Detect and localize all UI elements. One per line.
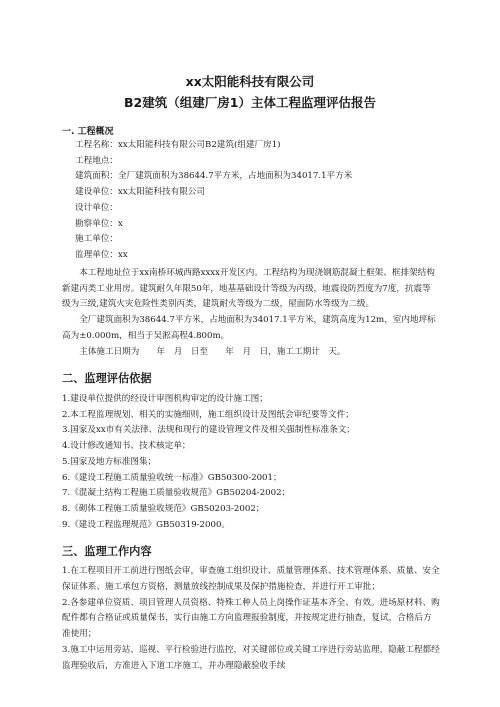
section-heading-overview: 一. 工程概况 <box>62 127 114 137</box>
section-heading-work: 三、监理工作内容 <box>62 545 152 558</box>
info-project-location: 工程地点： <box>75 155 118 166</box>
list-item: 4.设计修改通知书、技术核定单； <box>62 441 191 452</box>
section-heading-basis: 二、监理评估依据 <box>62 372 152 385</box>
info-building-area: 建筑面积：全厂建筑面积为38644.7平方米，占地面积为34017.1平方米 <box>75 171 353 182</box>
paragraph-schedule: 主体施工日期为 年 月 日至 年 月 日，施工工期计 天。 <box>79 346 346 357</box>
info-designer: 设计单位： <box>75 202 118 213</box>
list-item: 6.《建设工程施工质量验收统一标准》GB50300-2001； <box>62 472 282 483</box>
basis-list <box>62 392 442 533</box>
info-contractor: 施工单位： <box>75 234 118 245</box>
list-item: 9.《建设工程监理规范》GB50319-2000。 <box>62 519 231 530</box>
report-title: B2建筑（组建厂房1）主体工程监理评估报告 <box>124 95 376 110</box>
list-item: 2.本工程监理规划、相关的实施细则，施工组织设计及图纸会审纪要等文件； <box>62 409 354 420</box>
info-owner: 建设单位：xx太阳能科技有限公司 <box>75 187 206 198</box>
list-item: 3.施工中运用旁站、巡视、平行检验进行监控，对关键部位或关键工序进行旁站监理，隐蔽工程都经监理验收后，方准进入下道工序施工，并办理隐蔽验收手续 <box>62 644 440 671</box>
info-supervisor: 监理单位：xx <box>75 249 128 260</box>
list-item: 1.建设单位提供的经设计审图机构审定的设计施工图； <box>62 394 268 404</box>
info-surveyor: 勘察单位：x <box>75 218 123 229</box>
list-item: 1.在工程项目开工前进行图纸会审，审查施工组织设计、质量管理体系、技术管理体系、质量、安全保证体系、施工承包方资格，测量放线控制成果及保护措施检查，并进行开工审批； <box>62 566 440 592</box>
work-content-list <box>62 564 440 675</box>
list-item: 5.国家及地方标准图集； <box>62 456 157 467</box>
project-info-list <box>75 138 352 264</box>
list-item: 2.各参建单位资质、项目管理人员资格、特殊工种人员上岗操作证基本齐全、有效。进场原材料、购配件都有合格证或质量保书，实行由施工方向监理报验制度，并按规定进行抽查，复试，合格后方准使用； <box>62 597 440 640</box>
overview-paragraphs <box>62 266 438 360</box>
list-item: 8.《砌体工程施工质量验收规范》GB50203-2002； <box>62 503 265 514</box>
list-item: 3.国家及xx市有关法律、法规和现行的建设管理文件及相关强制性标准条文； <box>62 425 355 436</box>
paragraph-area-height: 全厂建筑面积为38644.7平方米，占地面积为34017.1平方米，建筑高度为12m，室内地坪标高为±0.000m，相当于吴淞高程4.800m。 <box>62 315 436 341</box>
list-item: 7.《混凝土结构工程施工质量验收规范》GB50204-2002； <box>62 488 291 499</box>
info-project-name: 工程名称：xx太阳能科技有限公司B2建筑(组建厂房1) <box>75 140 281 150</box>
paragraph-location-structure: 本工程地址位于xx南桥环城西路xxxx开发区内。工程结构为现浇钢筋混凝土框架、框排架结构新建丙类工业用房。建筑耐久年限50年，地基基础设计等级为丙级，地震设防烈度为7度，抗震等级为三级,建筑火灾危险性类别丙类，建筑耐火等级为二级，屋面防水等级为二级。 <box>62 268 435 310</box>
company-title: xx太阳能科技有限公司 <box>185 74 315 89</box>
